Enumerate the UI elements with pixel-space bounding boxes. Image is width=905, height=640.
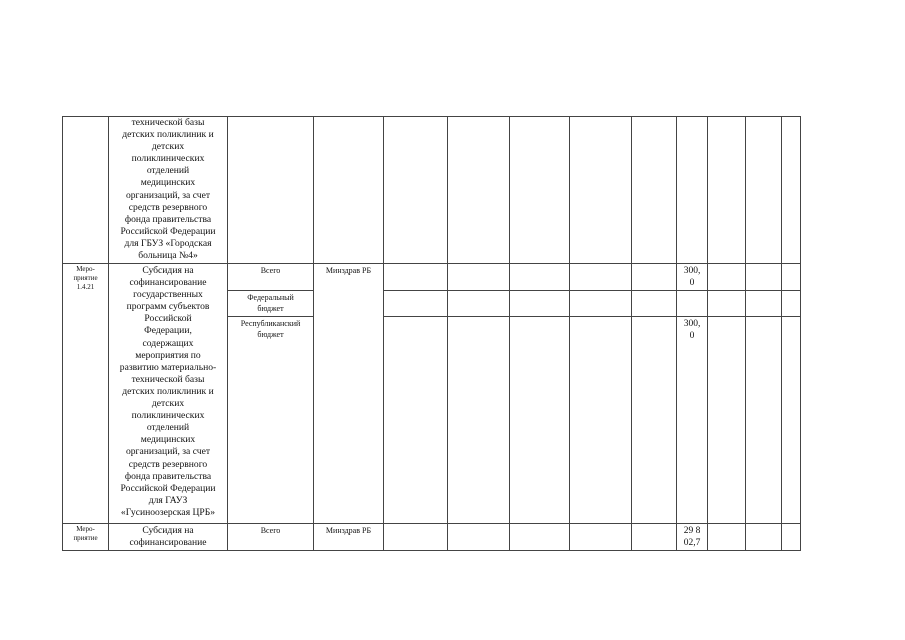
- row-divider: [62, 523, 800, 524]
- column-divider: [745, 116, 746, 551]
- table-row-0-name: технической базы детских поликлиник и детских поликлинических отделений медицинских организаций, за счет средств резервного фонда правительства Российской Федерации для ГБУЗ «Городская больница №4»: [120, 117, 216, 262]
- table-row-2-code: Меро- приятие: [73, 525, 98, 542]
- table-row-2-source-total: Всего: [260, 526, 281, 535]
- table-row-2-executor: Минздрав РБ: [325, 526, 372, 535]
- table-row-1-republican-value: 300, 0: [683, 319, 701, 341]
- column-divider: [509, 116, 510, 551]
- column-divider: [631, 116, 632, 551]
- table-row-1-source-republican: Республиканский бюджет: [240, 319, 301, 339]
- table-row-2-name: Субсидия на софинансирование: [129, 525, 207, 549]
- table-row-1-executor: Минздрав РБ: [325, 266, 372, 275]
- table-row-1-name: Субсидия на софинансирование государственных программ субъектов Российской Федерации, содержащих мероприятия по развитию материально- технической базы детских поликлиник и детских поликлинических отделений медицинских организаций, за счет средств резервного фонда правительства Российской Федерации для ГАУЗ «Гусиноозерская ЦРБ»: [119, 265, 217, 518]
- table-row-1-code: Меро- приятие 1.4.21: [73, 265, 98, 291]
- row-divider: [62, 263, 800, 264]
- subrow-divider: [227, 316, 313, 317]
- table-row-1-total-value: 300, 0: [683, 266, 701, 288]
- column-divider: [781, 116, 782, 551]
- table-row-1-source-total: Всего: [260, 266, 281, 275]
- table-row-1-source-federal: Федеральный бюджет: [247, 293, 294, 313]
- column-divider: [800, 116, 801, 551]
- table-row-2-total-value: 29 8 02,7: [683, 526, 701, 548]
- subrow-divider: [227, 290, 313, 291]
- subrow-divider: [383, 316, 800, 317]
- column-divider: [569, 116, 570, 551]
- column-divider: [62, 116, 63, 551]
- table-bottom-border: [62, 550, 800, 551]
- column-divider: [383, 116, 384, 551]
- column-divider: [447, 116, 448, 551]
- subrow-divider: [383, 290, 800, 291]
